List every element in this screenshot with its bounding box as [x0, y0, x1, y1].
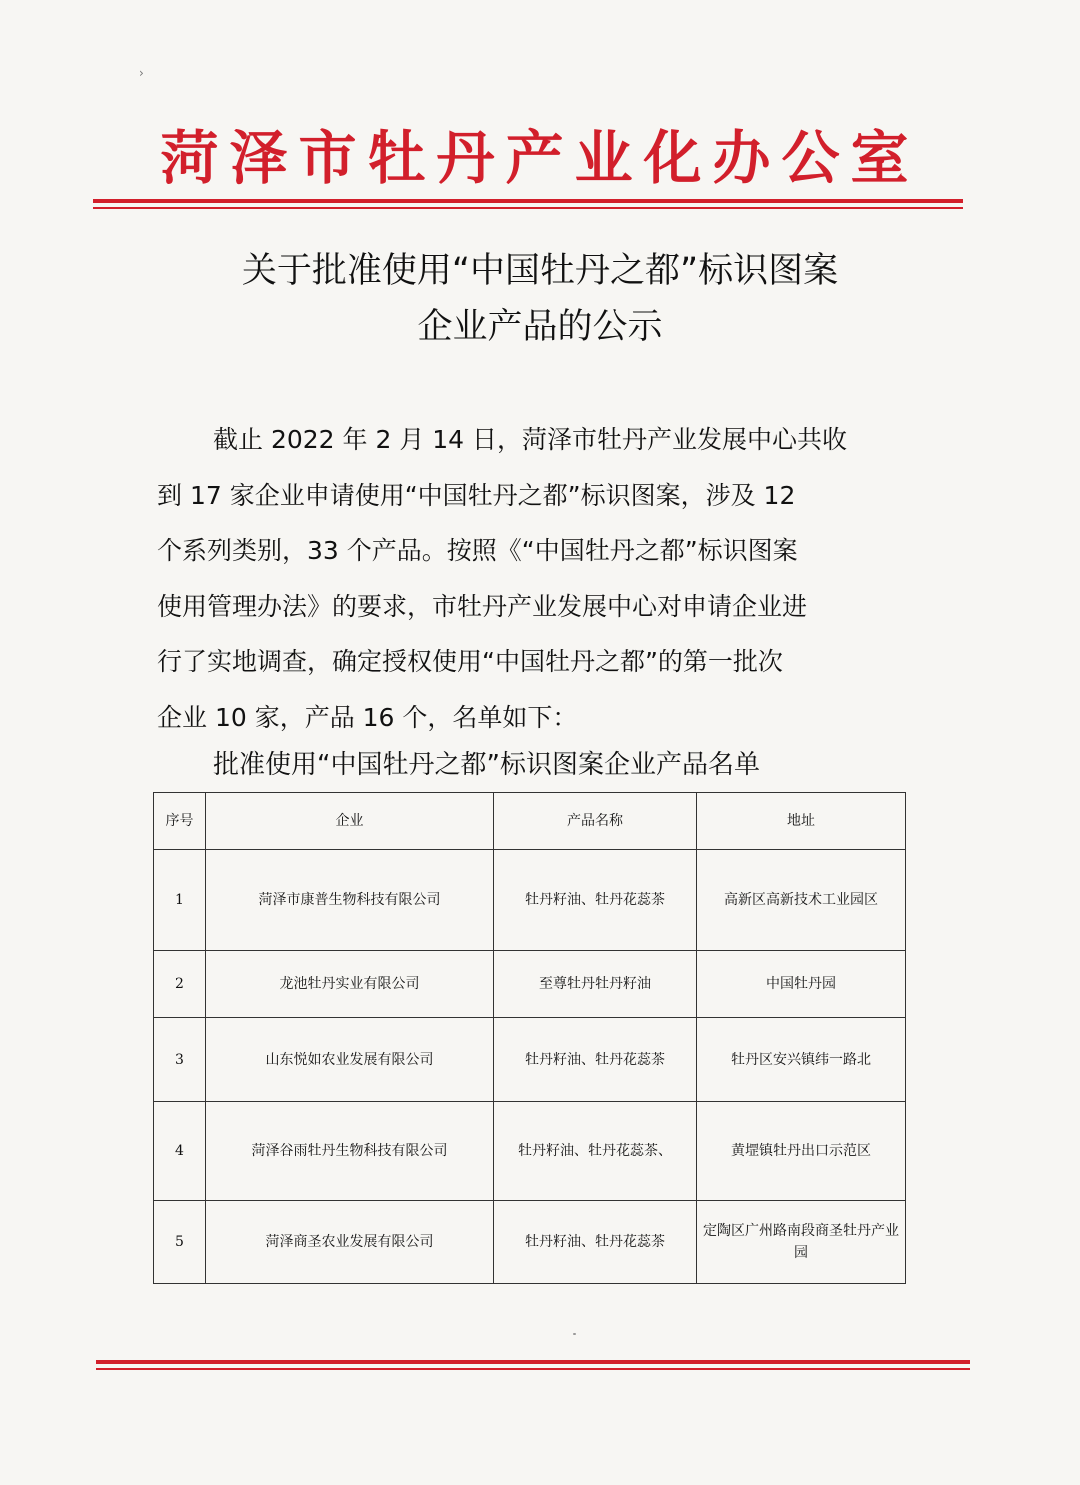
scan-speck	[573, 1333, 576, 1335]
cell-company: 菏泽市康普生物科技有限公司	[206, 850, 494, 951]
table-row	[154, 850, 906, 951]
cell-company: 龙池牡丹实业有限公司	[206, 951, 494, 1018]
footer-rule-thick	[96, 1360, 970, 1364]
cell-company: 菏泽商圣农业发展有限公司	[206, 1201, 494, 1284]
cell-company: 山东悦如农业发展有限公司	[206, 1018, 494, 1102]
body-line: 使用管理办法》的要求，市牡丹产业发展中心对申请企业进	[157, 591, 808, 621]
body-line: 行了实地调查，确定授权使用“中国牡丹之都”的第一批次	[157, 647, 783, 676]
cell-product: 至尊牡丹牡丹籽油	[494, 951, 697, 1018]
table-row	[154, 1018, 906, 1102]
cell-index: 3	[154, 1018, 206, 1102]
body-line: 个系列类别，33 个产品。按照《“中国牡丹之都”标识图案	[157, 536, 798, 565]
document-title-line-1: 关于批准使用“中国牡丹之都”标识图案	[241, 251, 839, 291]
letterhead-rule-thick	[93, 199, 963, 203]
cell-address: 牡丹区安兴镇纬一路北	[697, 1018, 906, 1102]
cell-address: 高新区高新技术工业园区	[697, 850, 906, 951]
table-row	[154, 1102, 906, 1201]
table-row	[154, 951, 906, 1018]
letterhead-rule-thin	[93, 207, 963, 209]
cell-index: 5	[154, 1201, 206, 1284]
cell-product: 牡丹籽油、牡丹花蕊茶	[494, 1201, 697, 1284]
cell-product: 牡丹籽油、牡丹花蕊茶	[494, 850, 697, 951]
cell-address: 中国牡丹园	[697, 951, 906, 1018]
body-line: 到 17 家企业申请使用“中国牡丹之都”标识图案，涉及 12	[157, 480, 796, 510]
organization-letterhead: 菏泽市牡丹产业化办公室	[160, 124, 920, 192]
document-title-line-2: 企业产品的公示	[417, 307, 663, 347]
header-index: 序号	[154, 793, 206, 850]
cell-product: 牡丹籽油、牡丹花蕊茶、	[494, 1102, 697, 1201]
scan-mark: ›	[139, 66, 144, 80]
cell-address: 黄堽镇牡丹出口示范区	[697, 1102, 906, 1201]
body-paragraph	[157, 412, 897, 745]
cell-product: 牡丹籽油、牡丹花蕊茶	[494, 1018, 697, 1102]
cell-address: 定陶区广州路南段商圣牡丹产业园	[697, 1201, 906, 1284]
body-line: 截止 2022 年 2 月 14 日，菏泽市牡丹产业发展中心共收	[213, 425, 848, 454]
approved-products-table	[153, 792, 906, 1284]
footer-rule-thin	[96, 1368, 970, 1370]
table-header-row	[154, 793, 906, 850]
cell-index: 4	[154, 1102, 206, 1201]
header-product-name: 产品名称	[494, 793, 697, 850]
table-row	[154, 1201, 906, 1284]
header-company: 企业	[206, 793, 494, 850]
cell-company: 菏泽谷雨牡丹生物科技有限公司	[206, 1102, 494, 1201]
table-caption: 批准使用“中国牡丹之都”标识图案企业产品名单	[213, 750, 760, 780]
cell-index: 1	[154, 850, 206, 951]
header-address: 地址	[697, 793, 906, 850]
body-line: 企业 10 家，产品 16 个，名单如下：	[157, 702, 578, 732]
cell-index: 2	[154, 951, 206, 1018]
